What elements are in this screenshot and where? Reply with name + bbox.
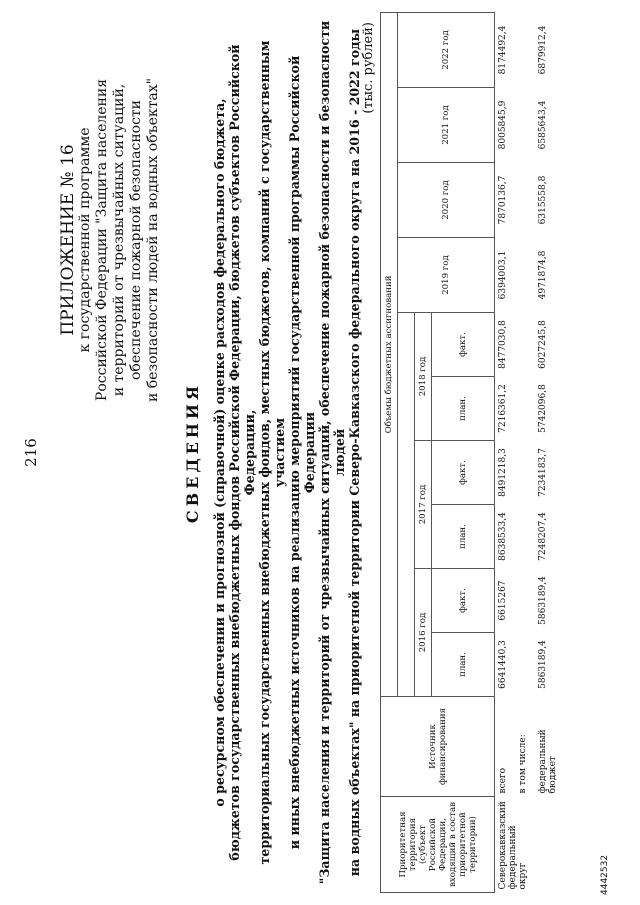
territory-cell: Северокавказский федеральный округ [498,801,528,890]
value-cell [515,377,535,441]
value-cell: 7870136,7 [498,175,508,225]
description-line: на водных объектах" на приоритетной территории Северо-Кавказского федерального округа на 2016 - 2022 годы [347,28,362,877]
source-cell: в том числе: [518,734,528,794]
appendix-line: и безопасности людей на водных объектах" [145,77,161,403]
units-label: (тыс. рублей) [361,22,376,114]
header-plan: план. [432,505,495,569]
value-cell: 4971874,8 [538,250,548,300]
header-year-2021: 2021 год [398,88,495,163]
appendix-line: обеспечение пожарной безопасности [128,100,144,380]
value-cell [515,313,535,377]
header-fact: факт. [432,313,495,377]
header-year-2019: 2019 год [398,238,495,313]
value-cell: 5863189,4 [538,576,548,625]
table-row [535,12,560,892]
value-cell: 6394003,1 [498,250,508,300]
header-year-2016: 2016 год [415,569,432,697]
source-cell: федеральный бюджет [538,729,558,794]
description-line: территориальных государственных внебюджетных фондов, местных бюджетов, компаний с государственным участием [257,40,287,865]
value-cell: 8005845,9 [498,100,508,150]
appendix-line: Российской Федерации "Защита населения [94,78,110,402]
header-spacer [398,313,415,697]
document-description [212,20,362,885]
document-heading: СВЕДЕНИЯ [183,381,202,524]
page-number: 216 [22,438,40,467]
value-cell: 5742096,8 [538,384,548,433]
header-year-2017: 2017 год [415,441,432,569]
description-line: "Защита населения и территорий от чрезвычайных ситуаций, обеспечение пожарной безопасности и безопасности людей [317,20,347,885]
value-cell [515,88,535,163]
value-cell: 6315558,8 [538,175,548,225]
value-cell: 7234183,7 [538,448,548,497]
value-cell [515,441,535,505]
table-row [515,12,535,892]
description-line: о ресурсном обеспечении и прогнозной (справочной) оценке расходов федерального бюджета, [212,98,227,807]
value-cell: 8491218,3 [498,448,508,497]
description-line: бюджетов государственных внебюджетных фондов Российской Федерации, бюджетов субъектов Российской Федерации, [227,44,257,861]
table-header-row [381,12,398,892]
value-cell: 6641440,3 [498,640,508,689]
appendix-block [60,70,162,410]
value-cell [515,505,535,569]
value-cell: 6615267 [498,580,508,621]
header-year-2018: 2018 год [415,313,432,441]
value-cell: 7216361,2 [498,384,508,433]
value-cell [515,163,535,238]
document-code: 4442532 [600,854,610,895]
header-year-2022: 2022 год [398,12,495,87]
description-line: и иных внебюджетных источников на реализацию мероприятий государственной программы Российской Федерации [287,55,317,850]
table-row [495,12,516,892]
header-plan: план. [432,633,495,697]
header-fact: факт. [432,441,495,505]
value-cell [515,633,535,697]
value-cell: 8174492,4 [498,25,508,75]
value-cell: 6027245,8 [538,320,548,369]
value-cell: 6879912,4 [538,25,548,75]
value-cell: 6585643,4 [538,100,548,150]
value-cell [515,12,535,87]
header-territory: Приоритетная территория (субъект Российской Федерации, входящий в состав приоритетной территории) [381,797,495,893]
appendix-number: ПРИЛОЖЕНИЕ № 16 [58,144,78,336]
value-cell: 8638533,4 [498,512,508,561]
value-cell: 7248207,4 [538,512,548,561]
source-cell: всего [498,767,508,794]
header-source: Источник финансирования [381,697,495,797]
appendix-line: и территорий от чрезвычайных ситуаций, [111,83,127,397]
value-cell: 8477030,8 [498,320,508,369]
appendix-line: к государственной программе [77,127,93,353]
header-plan: план. [432,377,495,441]
value-cell [515,569,535,633]
budget-table [380,12,560,893]
header-volumes: Объемы бюджетных ассигнований [381,12,398,696]
value-cell: 5863189,4 [538,640,548,689]
value-cell [515,238,535,313]
header-year-2020: 2020 год [398,163,495,238]
header-fact: факт. [432,569,495,633]
